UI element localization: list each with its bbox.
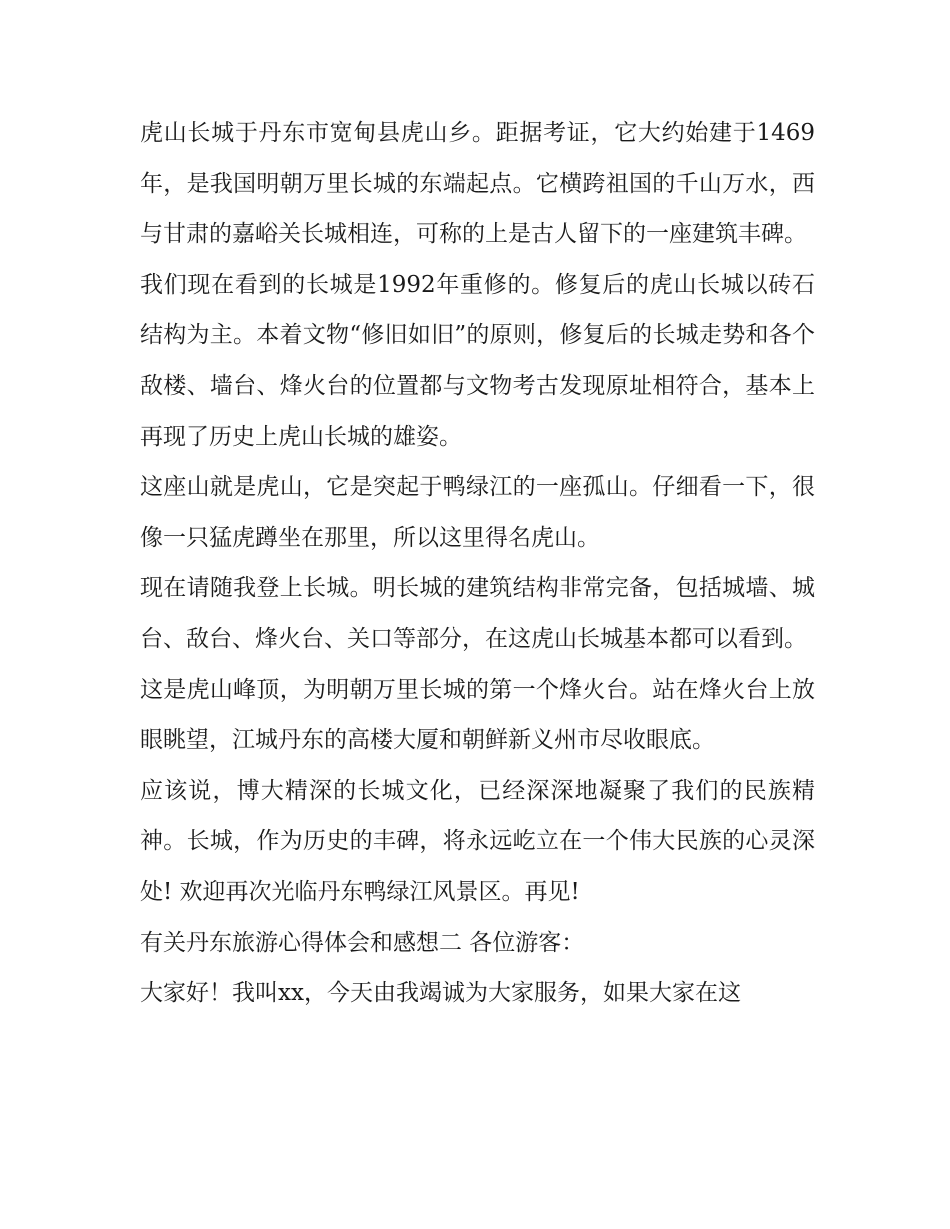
paragraph-4: 现在请随我登上长城。明长城的建筑结构非常完备，包括城墙、城台、敌台、烽火台、关口等部分，在这虎山长城基本都可以看到。 [140, 575, 815, 652]
paragraph-1: 虎山长城于丹东市宽甸县虎山乡。距据考证，它大约始建于1469年，是我国明朝万里长城的东端起点。它横跨祖国的千山万水，西与甘肃的嘉峪关长城相连，可称的上是古人留下的一座建筑丰碑。 [140, 120, 815, 248]
paragraph-2: 我们现在看到的长城是1992年重修的。修复后的虎山长城以砖石结构为主。本着文物“修旧如旧”的原则，修复后的长城走势和各个敌楼、墙台、烽火台的位置都与文物考古发现原址相符合，基本上再现了历史上虎山长城的雄姿。 [140, 271, 815, 450]
paragraph-7: 大家好！我叫xx，今天由我竭诚为大家服务，如果大家在这 [140, 980, 741, 1007]
section-heading: 有关丹东旅游心得体会和感想二 各位游客： [140, 929, 585, 956]
document-body [140, 108, 815, 1019]
paragraph-3: 这座山就是虎山，它是突起于鸭绿江的一座孤山。仔细看一下，很像一只猛虎蹲坐在那里，所以这里得名虎山。 [140, 474, 815, 551]
paragraph-5: 这是虎山峰顶，为明朝万里长城的第一个烽火台。站在烽火台上放眼眺望，江城丹东的高楼大厦和朝鲜新义州市尽收眼底。 [140, 676, 815, 754]
paragraph-6: 应该说，博大精深的长城文化，已经深深地凝聚了我们的民族精神。长城，作为历史的丰碑，将永远屹立在一个伟大民族的心灵深处! 欢迎再次光临丹东鸭绿江风景区。再见! [140, 777, 815, 905]
